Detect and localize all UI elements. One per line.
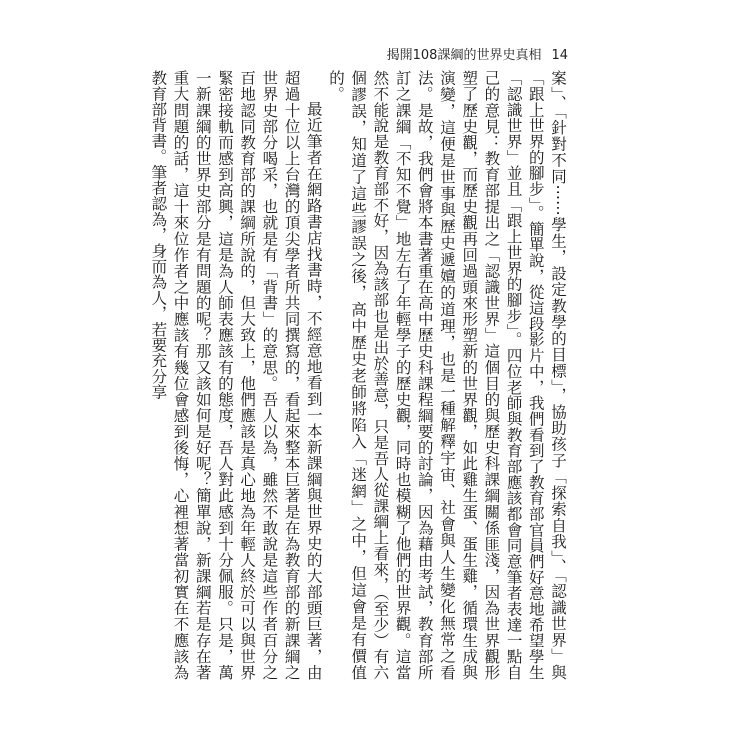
vertical-body-text — [149, 70, 569, 680]
page-number: 14 — [551, 48, 568, 63]
running-title: 揭開108課綱的世界史真相 — [386, 48, 542, 63]
running-header — [387, 44, 568, 63]
paragraph: 最近筆者在網路書店找書時，不經意地看到一本新課綱與世界史的大部頭巨著，由超過十位以上台灣的頂尖學者所共同撰寫的，看起來整本巨著是在為教育部的新課綱之世界史部分喝采，也就是有「背書」的意思。吾人以為，雖然不敢說是這些作者百分之百地認同教育部的課綱所說的，但大致上，他們應該是真心地為年輕人終於可以與世界緊密接軌而感到高興，這是為人師表應該有的態度，吾人對此感到十分佩服。只是，萬一新課綱的世界史部分是有問題的呢？那又該如何是好呢？簡單說，新課綱若是存在著重大問題的話，這十來位作者之中應該有幾位會感到後悔，心裡想著當初實在不應該為教育部背書。筆者認為，身而為人，若要充分享 — [149, 70, 323, 680]
paragraph-continued: 案」、「針對不同⋯⋯學生，設定教學的目標」，協助孩子「探索自我」、「認識世界」與「跟上世界的腳步」。簡單說，從這段影片中，我們看到了教育部官員們好意地希望學生「認識世界」並且「跟上世界的腳步」。四位老師與教育部應該都會同意筆者表達一點自己的意見：教育部提出之「認識世界」這個目的與歷史科課綱關係匪淺，因為世界觀形塑了歷史觀，而歷史觀再回過頭來形塑新的世界觀，如此雞生蛋、蛋生雞，循環生成與演變，這便是世事與歷史遞嬗的道理，也是一種解釋宇宙、社會與人生變化無常之看法。是故，我們會將本書著重在高中歷史科課程綱要的討論，因為藉由考試，教育部所訂之課綱「不知不覺」地左右了年輕學子的歷史觀，同時也模糊了他們的世界觀。這當然不能說是教育部不好，因為該部也是出於善意，只是吾人從課綱上看來，（至少）有六個謬誤，知道了這些謬誤之後，高中歷史老師將陷入「迷網」之中，但這會是有價值的。 — [326, 70, 567, 680]
